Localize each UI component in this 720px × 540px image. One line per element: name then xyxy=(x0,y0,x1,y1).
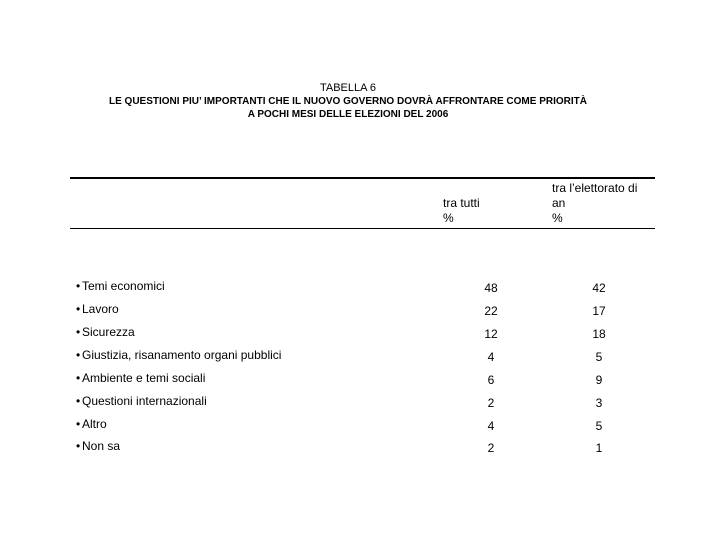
row-label xyxy=(76,417,107,431)
row-value-an: 5 xyxy=(595,350,603,364)
table-title: TABELLA 6 xyxy=(319,82,377,94)
table-row xyxy=(76,348,636,364)
row-value-an: 18 xyxy=(592,327,606,341)
table-subtitle-line-1: LE QUESTIONI PIU’ IMPORTANTI CHE IL NUOVO GOVERNO DOVRÀ AFFRONTARE COME PRIORITÀ xyxy=(109,96,587,107)
row-label-text: Questioni internazionali xyxy=(82,394,207,408)
row-value-an: 3 xyxy=(595,396,603,410)
column-header-all xyxy=(443,196,480,226)
row-value-an: 5 xyxy=(595,419,603,433)
row-label-text: Altro xyxy=(82,417,107,431)
bullet-icon: • xyxy=(76,394,81,408)
row-value-all: 6 xyxy=(487,373,495,387)
row-label xyxy=(76,325,135,339)
table-row xyxy=(76,417,636,433)
column-header-an-unit: % xyxy=(552,211,563,225)
bullet-icon: • xyxy=(76,302,81,316)
bullet-icon: • xyxy=(76,417,81,431)
row-value-all: 4 xyxy=(487,350,495,364)
row-label xyxy=(76,302,119,316)
bullet-icon: • xyxy=(76,371,81,385)
row-value-all: 2 xyxy=(487,396,495,410)
row-value-all: 22 xyxy=(484,304,498,318)
column-header-all-unit: % xyxy=(443,211,454,225)
bullet-icon: • xyxy=(76,348,81,362)
row-value-all: 2 xyxy=(487,441,495,455)
row-label-text: Non sa xyxy=(82,439,121,453)
row-label-text: Giustizia, risanamento organi pubblici xyxy=(82,348,282,362)
bullet-icon: • xyxy=(76,325,81,339)
table-row xyxy=(76,394,636,410)
row-label-text: Lavoro xyxy=(82,302,119,316)
row-label xyxy=(76,279,165,293)
row-label xyxy=(76,439,120,453)
table-row xyxy=(76,325,636,341)
row-label xyxy=(76,348,281,362)
row-value-all: 4 xyxy=(487,419,495,433)
row-label xyxy=(76,371,205,385)
column-header-an-line1: tra l’elettorato di xyxy=(552,181,638,195)
table-row xyxy=(76,279,636,295)
row-label-text: Sicurezza xyxy=(82,325,135,339)
row-label xyxy=(76,394,207,408)
table-header-rule xyxy=(70,228,655,229)
table-subtitle-line-2: A POCHI MESI DELLE ELEZIONI DEL 2006 xyxy=(247,109,449,120)
column-header-an-line2: an xyxy=(552,196,566,210)
row-value-all: 48 xyxy=(484,281,498,295)
table-row xyxy=(76,302,636,318)
row-value-an: 42 xyxy=(592,281,606,295)
row-value-an: 9 xyxy=(595,373,603,387)
table-row xyxy=(76,371,636,387)
row-value-all: 12 xyxy=(484,327,498,341)
row-value-an: 1 xyxy=(595,441,603,455)
table-row xyxy=(76,439,636,455)
column-header-all-line1: tra tutti xyxy=(443,196,480,210)
table-top-rule xyxy=(70,177,655,179)
row-label-text: Ambiente e temi sociali xyxy=(82,371,206,385)
row-label-text: Temi economici xyxy=(82,279,165,293)
bullet-icon: • xyxy=(76,439,81,453)
bullet-icon: • xyxy=(76,279,81,293)
column-header-an xyxy=(552,181,637,226)
row-value-an: 17 xyxy=(592,304,606,318)
